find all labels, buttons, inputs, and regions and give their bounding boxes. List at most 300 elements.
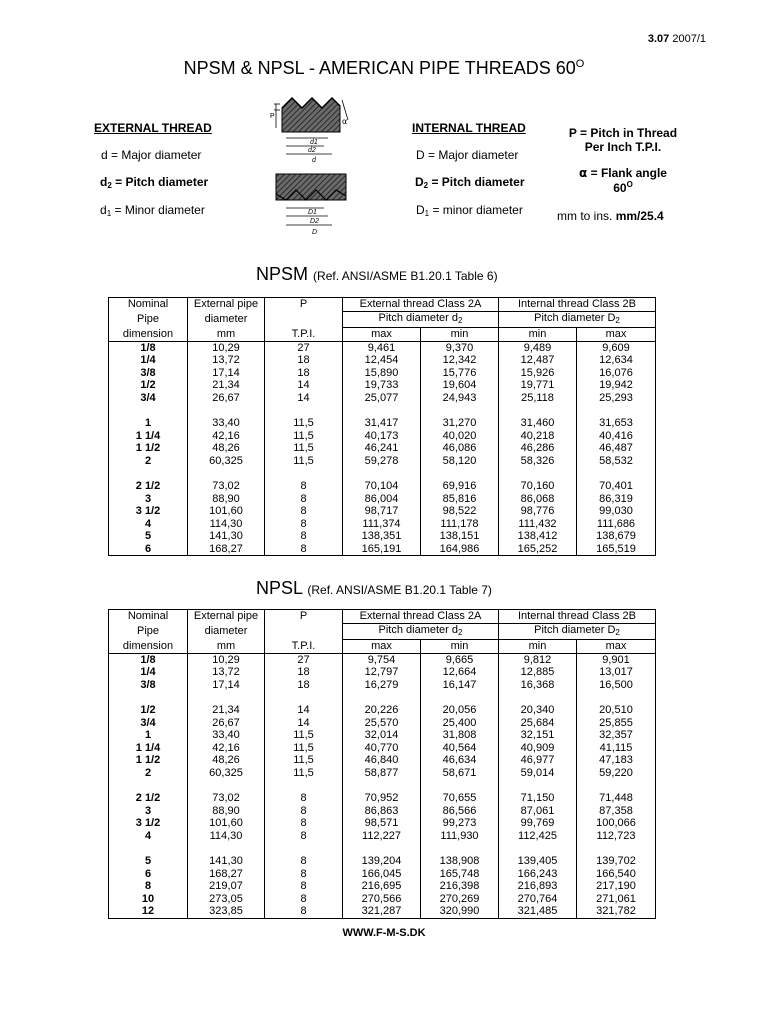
- ext-pitch-min: 111,178: [421, 518, 499, 531]
- tpi: 11,5: [265, 742, 343, 755]
- ext-pitch-min: 70,655: [421, 792, 499, 805]
- table-row: [109, 354, 656, 367]
- col-header-min: min: [421, 640, 499, 654]
- col-header-min: min: [499, 328, 577, 342]
- ext-pipe-diameter: 168,27: [188, 868, 265, 881]
- nominal-size: 1/4: [140, 354, 156, 366]
- col-header-pitch-d2: [343, 311, 499, 328]
- ext-pitch-min: 320,990: [421, 905, 499, 918]
- nominal-size: 1/2: [140, 379, 156, 391]
- tpi: 11,5: [265, 442, 343, 455]
- pitch-legend: [548, 126, 698, 154]
- table-row: [109, 480, 656, 493]
- int-pitch-min: 9,812: [499, 653, 577, 666]
- ext-pitch-min: 12,342: [421, 354, 499, 367]
- col-header-int-class: Internal thread Class 2B: [499, 298, 656, 312]
- nominal-size: 1/4: [140, 666, 156, 678]
- tpi: 11,5: [265, 729, 343, 742]
- int-pitch-max: 13,017: [577, 666, 656, 679]
- col-header-nominal: dimension: [109, 640, 188, 654]
- ext-pitch-max: 9,754: [343, 653, 421, 666]
- ext-pipe-diameter: 114,30: [188, 830, 265, 843]
- flank-legend-line1: = Flank angle: [587, 166, 667, 180]
- int-pitch-min: 31,460: [499, 417, 577, 430]
- col-header-p: P: [265, 298, 343, 312]
- pitch-D2-text: Pitch diameter D: [534, 311, 616, 324]
- tpi: 8: [265, 480, 343, 493]
- nominal-size: 1 1/2: [135, 442, 161, 454]
- tpi: 14: [265, 717, 343, 730]
- table-row: [109, 767, 656, 780]
- ext-pipe-diameter: 323,85: [188, 905, 265, 918]
- nominal-size: 1/2: [140, 704, 156, 716]
- int-pitch-max: 16,076: [577, 367, 656, 380]
- col-header-ext-class: External thread Class 2A: [343, 610, 499, 624]
- col-header-pitch-D2: [499, 311, 656, 328]
- col-header-ext-pipe: mm: [188, 328, 265, 342]
- alpha-symbol: α: [579, 166, 588, 180]
- ext-pipe-diameter: 273,05: [188, 893, 265, 906]
- ext-pitch-min: 99,273: [421, 817, 499, 830]
- table-row: [109, 905, 656, 918]
- int-pitch-max: 100,066: [577, 817, 656, 830]
- ext-pipe-diameter: 17,14: [188, 679, 265, 692]
- int-pitch-max: 12,634: [577, 354, 656, 367]
- int-pitch-max: 40,416: [577, 430, 656, 443]
- table-row: [109, 717, 656, 730]
- ext-pitch-max: 98,717: [343, 505, 421, 518]
- table-row: [109, 679, 656, 692]
- table-row: [109, 729, 656, 742]
- ext-pitch-min: 31,270: [421, 417, 499, 430]
- table-row: [109, 455, 656, 468]
- col-header-tpi: T.P.I.: [265, 328, 343, 342]
- table-row: [109, 653, 656, 666]
- ext-pitch-max: 25,077: [343, 392, 421, 405]
- thread-profile-drawing: [268, 94, 354, 240]
- spacer-row: [109, 691, 656, 704]
- int-pitch-max: 25,855: [577, 717, 656, 730]
- internal-minor-diameter: [416, 203, 523, 218]
- table-row: [109, 805, 656, 818]
- npsl-name: NPSL: [256, 578, 303, 598]
- spacer-row: [109, 842, 656, 855]
- int-pitch-min: 112,425: [499, 830, 577, 843]
- ext-pipe-diameter: 48,26: [188, 754, 265, 767]
- int-pitch-min: 9,489: [499, 341, 577, 354]
- int-pitch-min: 20,340: [499, 704, 577, 717]
- int-pitch-max: 20,510: [577, 704, 656, 717]
- tpi: 18: [265, 666, 343, 679]
- table-row: [109, 493, 656, 506]
- ext-pipe-diameter: 13,72: [188, 354, 265, 367]
- col-header-ext-class: External thread Class 2A: [343, 298, 499, 312]
- int-pitch-min: 139,405: [499, 855, 577, 868]
- ext-pipe-diameter: 60,325: [188, 767, 265, 780]
- nominal-size: 2: [144, 766, 152, 779]
- tpi: 18: [265, 354, 343, 367]
- ext-pitch-min: 85,816: [421, 493, 499, 506]
- ext-pitch-max: 46,840: [343, 754, 421, 767]
- spacer-row: [109, 404, 656, 417]
- int-pitch-min: 46,977: [499, 754, 577, 767]
- table-row: [109, 742, 656, 755]
- nominal-size: 3/4: [140, 391, 156, 404]
- int-pitch-min: 321,485: [499, 905, 577, 918]
- ext-pitch-min: 40,564: [421, 742, 499, 755]
- int-pitch-max: 9,609: [577, 341, 656, 354]
- col-header-ext-pipe: diameter: [188, 623, 265, 640]
- nominal-size: 6: [144, 542, 152, 555]
- nominal-size: 3/4: [140, 716, 156, 729]
- tpi: 14: [265, 379, 343, 392]
- pitch-D2-sub: 2: [615, 627, 620, 637]
- npsl-reference: (Ref. ANSI/ASME B1.20.1 Table 7): [307, 583, 492, 597]
- tpi: 27: [265, 341, 343, 354]
- int-pitch-max: 31,653: [577, 417, 656, 430]
- ext-pitch-min: 69,916: [421, 480, 499, 493]
- drawing-label-d1: d1: [310, 139, 318, 146]
- int-pitch-max: 9,901: [577, 653, 656, 666]
- int-pitch-min: 12,885: [499, 666, 577, 679]
- tpi: 8: [265, 855, 343, 868]
- ext-pitch-max: 216,695: [343, 880, 421, 893]
- tpi: 8: [265, 905, 343, 918]
- int-pitch-min: 58,326: [499, 455, 577, 468]
- nominal-size: 2: [144, 454, 152, 467]
- internal-pitch-diameter: [415, 175, 525, 190]
- drawing-label-D2: D2: [310, 218, 319, 225]
- int-pitch-max: 41,115: [577, 742, 656, 755]
- d2-sub: 2: [107, 181, 112, 190]
- tpi: 8: [265, 817, 343, 830]
- nominal-size: 1 1/4: [135, 429, 161, 442]
- external-major-diameter: d = Major diameter: [101, 148, 202, 162]
- ext-pitch-min: 165,748: [421, 868, 499, 881]
- tpi: 11,5: [265, 430, 343, 443]
- int-pitch-max: 59,220: [577, 767, 656, 780]
- nominal-size: 1/8: [140, 653, 156, 666]
- spacer-row: [109, 467, 656, 480]
- table-row: [109, 505, 656, 518]
- ext-pitch-max: 166,045: [343, 868, 421, 881]
- npsl-table: [108, 609, 656, 919]
- col-header-p: P: [265, 610, 343, 624]
- ext-pitch-min: 46,634: [421, 754, 499, 767]
- nominal-size: 3/8: [140, 366, 156, 379]
- ext-pitch-min: 138,908: [421, 855, 499, 868]
- ext-pitch-min: 16,147: [421, 679, 499, 692]
- nominal-size: 1 1/2: [135, 754, 161, 766]
- int-pitch-min: 40,218: [499, 430, 577, 443]
- col-header-nominal: Nominal: [127, 298, 169, 311]
- ext-pipe-diameter: 60,325: [188, 455, 265, 468]
- nominal-size: 3/8: [140, 678, 156, 691]
- pitch-d2-text: Pitch diameter d: [378, 311, 459, 324]
- nominal-size: 1/8: [140, 341, 156, 354]
- header-row: [109, 311, 656, 328]
- int-pitch-min: 25,684: [499, 717, 577, 730]
- col-header-max: max: [343, 640, 421, 654]
- int-pitch-max: 71,448: [577, 792, 656, 805]
- ext-pitch-max: 111,374: [343, 518, 421, 531]
- ext-pitch-min: 216,398: [421, 880, 499, 893]
- int-pitch-min: 16,368: [499, 679, 577, 692]
- tpi: 8: [265, 493, 343, 506]
- ext-pipe-diameter: 42,16: [188, 430, 265, 443]
- pitch-legend-line2: Per Inch T.P.I.: [584, 140, 662, 154]
- page-edition: 2007/1: [672, 33, 706, 45]
- col-header-nominal: Pipe: [136, 313, 160, 325]
- table-row: [109, 379, 656, 392]
- ext-pitch-min: 138,151: [421, 530, 499, 543]
- spacer-row: [109, 779, 656, 792]
- conversion-text: mm to ins.: [557, 209, 616, 223]
- npsm-section-title: [256, 264, 498, 285]
- col-header-ext-pipe: diameter: [188, 311, 265, 328]
- d1-sub: 1: [106, 209, 112, 218]
- footer-website: WWW.F-M-S.DK: [342, 927, 426, 939]
- ext-pitch-max: 98,571: [343, 817, 421, 830]
- int-pitch-min: 138,412: [499, 530, 577, 543]
- d1-text: = Minor diameter: [111, 203, 205, 217]
- ext-pipe-diameter: 101,60: [188, 817, 265, 830]
- pitch-d2-sub: 2: [458, 627, 463, 637]
- ext-pipe-diameter: 33,40: [188, 729, 265, 742]
- ext-pipe-diameter: 88,90: [188, 493, 265, 506]
- page-number: 3.07: [647, 33, 670, 45]
- col-header-pitch-d2: [343, 623, 499, 640]
- nominal-size: 3 1/2: [135, 505, 161, 517]
- internal-major-diameter: D = Major diameter: [416, 148, 519, 162]
- int-pitch-max: 217,190: [577, 880, 656, 893]
- nominal-size: 8: [144, 880, 152, 892]
- ext-pitch-max: 70,104: [343, 480, 421, 493]
- pitch-D2-sub: 2: [615, 315, 620, 325]
- nominal-size: 4: [144, 829, 152, 842]
- tpi: 11,5: [265, 417, 343, 430]
- ext-pipe-diameter: 219,07: [188, 880, 265, 893]
- npsm-reference: (Ref. ANSI/ASME B1.20.1 Table 6): [313, 269, 498, 283]
- int-pitch-max: 19,942: [577, 379, 656, 392]
- int-pitch-min: 166,243: [499, 868, 577, 881]
- ext-pitch-min: 9,665: [421, 653, 499, 666]
- table-row: [109, 704, 656, 717]
- int-pitch-max: 58,532: [577, 455, 656, 468]
- tpi: 8: [265, 505, 343, 518]
- col-header-min: min: [499, 640, 577, 654]
- ext-pitch-max: 25,570: [343, 717, 421, 730]
- ext-pitch-max: 270,566: [343, 893, 421, 906]
- ext-pipe-diameter: 26,67: [188, 717, 265, 730]
- nominal-size: 3 1/2: [135, 817, 161, 829]
- col-header-tpi: T.P.I.: [265, 640, 343, 654]
- int-pitch-max: 99,030: [577, 505, 656, 518]
- ext-pitch-max: 12,454: [343, 354, 421, 367]
- col-header-nominal: Pipe: [136, 625, 160, 637]
- tpi: 8: [265, 805, 343, 818]
- col-header-nominal: dimension: [109, 328, 188, 342]
- col-header-pitch-D2: [499, 623, 656, 640]
- int-pitch-min: 98,776: [499, 505, 577, 518]
- int-pitch-max: 46,487: [577, 442, 656, 455]
- nominal-size: 2 1/2: [135, 792, 161, 804]
- page-title: [0, 58, 768, 79]
- ext-pitch-max: 16,279: [343, 679, 421, 692]
- ext-pitch-max: 59,278: [343, 455, 421, 468]
- ext-pitch-max: 70,952: [343, 792, 421, 805]
- col-header-max: max: [343, 328, 421, 342]
- header-row: [109, 610, 656, 624]
- int-pitch-min: 25,118: [499, 392, 577, 405]
- ext-pitch-min: 111,930: [421, 830, 499, 843]
- ext-pitch-max: 165,191: [343, 543, 421, 556]
- ext-pipe-diameter: 13,72: [188, 666, 265, 679]
- nominal-size: 3: [144, 804, 152, 817]
- ext-pitch-min: 25,400: [421, 717, 499, 730]
- internal-thread-header: INTERNAL THREAD: [412, 121, 526, 135]
- ext-pitch-min: 12,664: [421, 666, 499, 679]
- int-pitch-min: 165,252: [499, 543, 577, 556]
- ext-pipe-diameter: 88,90: [188, 805, 265, 818]
- tpi: 11,5: [265, 455, 343, 468]
- int-pitch-min: 19,771: [499, 379, 577, 392]
- npsl-section-title: [256, 578, 492, 599]
- header-row: [109, 640, 656, 654]
- ext-pitch-max: 58,877: [343, 767, 421, 780]
- int-pitch-min: 270,764: [499, 893, 577, 906]
- col-header-min: min: [421, 328, 499, 342]
- mm-to-inch-conversion: [557, 209, 664, 223]
- col-header-ext-pipe: External pipe: [188, 610, 265, 624]
- nominal-size: 5: [144, 530, 152, 542]
- col-header-int-class: Internal thread Class 2B: [499, 610, 656, 624]
- int-pitch-max: 165,519: [577, 543, 656, 556]
- table-row: [109, 430, 656, 443]
- int-pitch-max: 139,702: [577, 855, 656, 868]
- tpi: 8: [265, 792, 343, 805]
- col-header-max: max: [577, 328, 656, 342]
- external-minor-diameter: [100, 203, 205, 218]
- table-row: [109, 830, 656, 843]
- ext-pipe-diameter: 10,29: [188, 341, 265, 354]
- header-row: [109, 328, 656, 342]
- table-row: [109, 855, 656, 868]
- drawing-label-D1: D1: [308, 209, 317, 216]
- tpi: 8: [265, 530, 343, 543]
- table-row: [109, 792, 656, 805]
- int-pitch-min: 87,061: [499, 805, 577, 818]
- nominal-size: 1: [144, 729, 152, 741]
- int-pitch-max: 87,358: [577, 805, 656, 818]
- int-pitch-max: 16,500: [577, 679, 656, 692]
- int-pitch-min: 12,487: [499, 354, 577, 367]
- ext-pitch-min: 58,671: [421, 767, 499, 780]
- nominal-size: 12: [141, 905, 155, 917]
- tpi: 18: [265, 367, 343, 380]
- int-pitch-max: 112,723: [577, 830, 656, 843]
- npsm-name: NPSM: [256, 264, 309, 284]
- ext-pipe-diameter: 73,02: [188, 792, 265, 805]
- pitch-legend-line1: P = Pitch in Thread: [568, 126, 678, 140]
- col-header-ext-pipe: External pipe: [188, 298, 265, 312]
- nominal-size: 1 1/4: [135, 741, 161, 754]
- table-row: [109, 442, 656, 455]
- ext-pitch-min: 19,604: [421, 379, 499, 392]
- nominal-size: 1: [144, 417, 152, 429]
- pitch-D2-text: Pitch diameter D: [534, 623, 616, 636]
- int-pitch-max: 138,679: [577, 530, 656, 543]
- int-pitch-min: 86,068: [499, 493, 577, 506]
- int-pitch-min: 15,926: [499, 367, 577, 380]
- d2-symbol: d: [100, 175, 108, 189]
- table-row: [109, 817, 656, 830]
- conversion-formula: mm/25.4: [615, 209, 664, 223]
- int-pitch-min: 111,432: [499, 518, 577, 531]
- table-row: [109, 417, 656, 430]
- d2-text: = Pitch diameter: [111, 175, 209, 189]
- ext-pipe-diameter: 73,02: [188, 480, 265, 493]
- tpi: 14: [265, 704, 343, 717]
- D1-symbol: D: [416, 203, 425, 217]
- drawing-label-d: d: [312, 157, 316, 164]
- tpi: 8: [265, 880, 343, 893]
- ext-pitch-min: 270,269: [421, 893, 499, 906]
- int-pitch-min: 59,014: [499, 767, 577, 780]
- int-pitch-min: 99,769: [499, 817, 577, 830]
- int-pitch-min: 32,151: [499, 729, 577, 742]
- drawing-label-p: P: [270, 113, 275, 120]
- table-row: [109, 367, 656, 380]
- int-pitch-max: 25,293: [577, 392, 656, 405]
- ext-pitch-min: 24,943: [421, 392, 499, 405]
- tpi: 8: [265, 830, 343, 843]
- flank-angle-legend: [548, 166, 698, 195]
- ext-pipe-diameter: 21,34: [188, 379, 265, 392]
- tpi: 8: [265, 868, 343, 881]
- drawing-label-d2: d2: [308, 147, 316, 154]
- tpi: 8: [265, 893, 343, 906]
- flank-degree-sup: O: [626, 180, 633, 189]
- external-thread-header: EXTERNAL THREAD: [94, 121, 212, 135]
- table-row: [109, 868, 656, 881]
- int-pitch-min: 70,160: [499, 480, 577, 493]
- int-pitch-max: 32,357: [577, 729, 656, 742]
- D2-text: = Pitch diameter: [428, 175, 525, 189]
- int-pitch-max: 111,686: [577, 518, 656, 531]
- ext-pitch-max: 19,733: [343, 379, 421, 392]
- pitch-d2-sub: 2: [458, 315, 463, 325]
- int-pitch-min: 216,893: [499, 880, 577, 893]
- tpi: 18: [265, 679, 343, 692]
- ext-pipe-diameter: 101,60: [188, 505, 265, 518]
- nominal-size: 2 1/2: [135, 480, 161, 492]
- ext-pitch-max: 112,227: [343, 830, 421, 843]
- title-text: NPSM & NPSL - AMERICAN PIPE THREADS 60: [183, 58, 576, 78]
- int-pitch-max: 47,183: [577, 754, 656, 767]
- D1-text: = minor diameter: [429, 203, 523, 217]
- int-pitch-max: 166,540: [577, 868, 656, 881]
- pitch-d2-text: Pitch diameter d: [378, 623, 459, 636]
- int-pitch-max: 86,319: [577, 493, 656, 506]
- table-row: [109, 666, 656, 679]
- nominal-size: 3: [144, 492, 152, 505]
- table-row: [109, 754, 656, 767]
- ext-pitch-max: 40,770: [343, 742, 421, 755]
- table-row: [109, 341, 656, 354]
- ext-pitch-min: 46,086: [421, 442, 499, 455]
- ext-pitch-min: 98,522: [421, 505, 499, 518]
